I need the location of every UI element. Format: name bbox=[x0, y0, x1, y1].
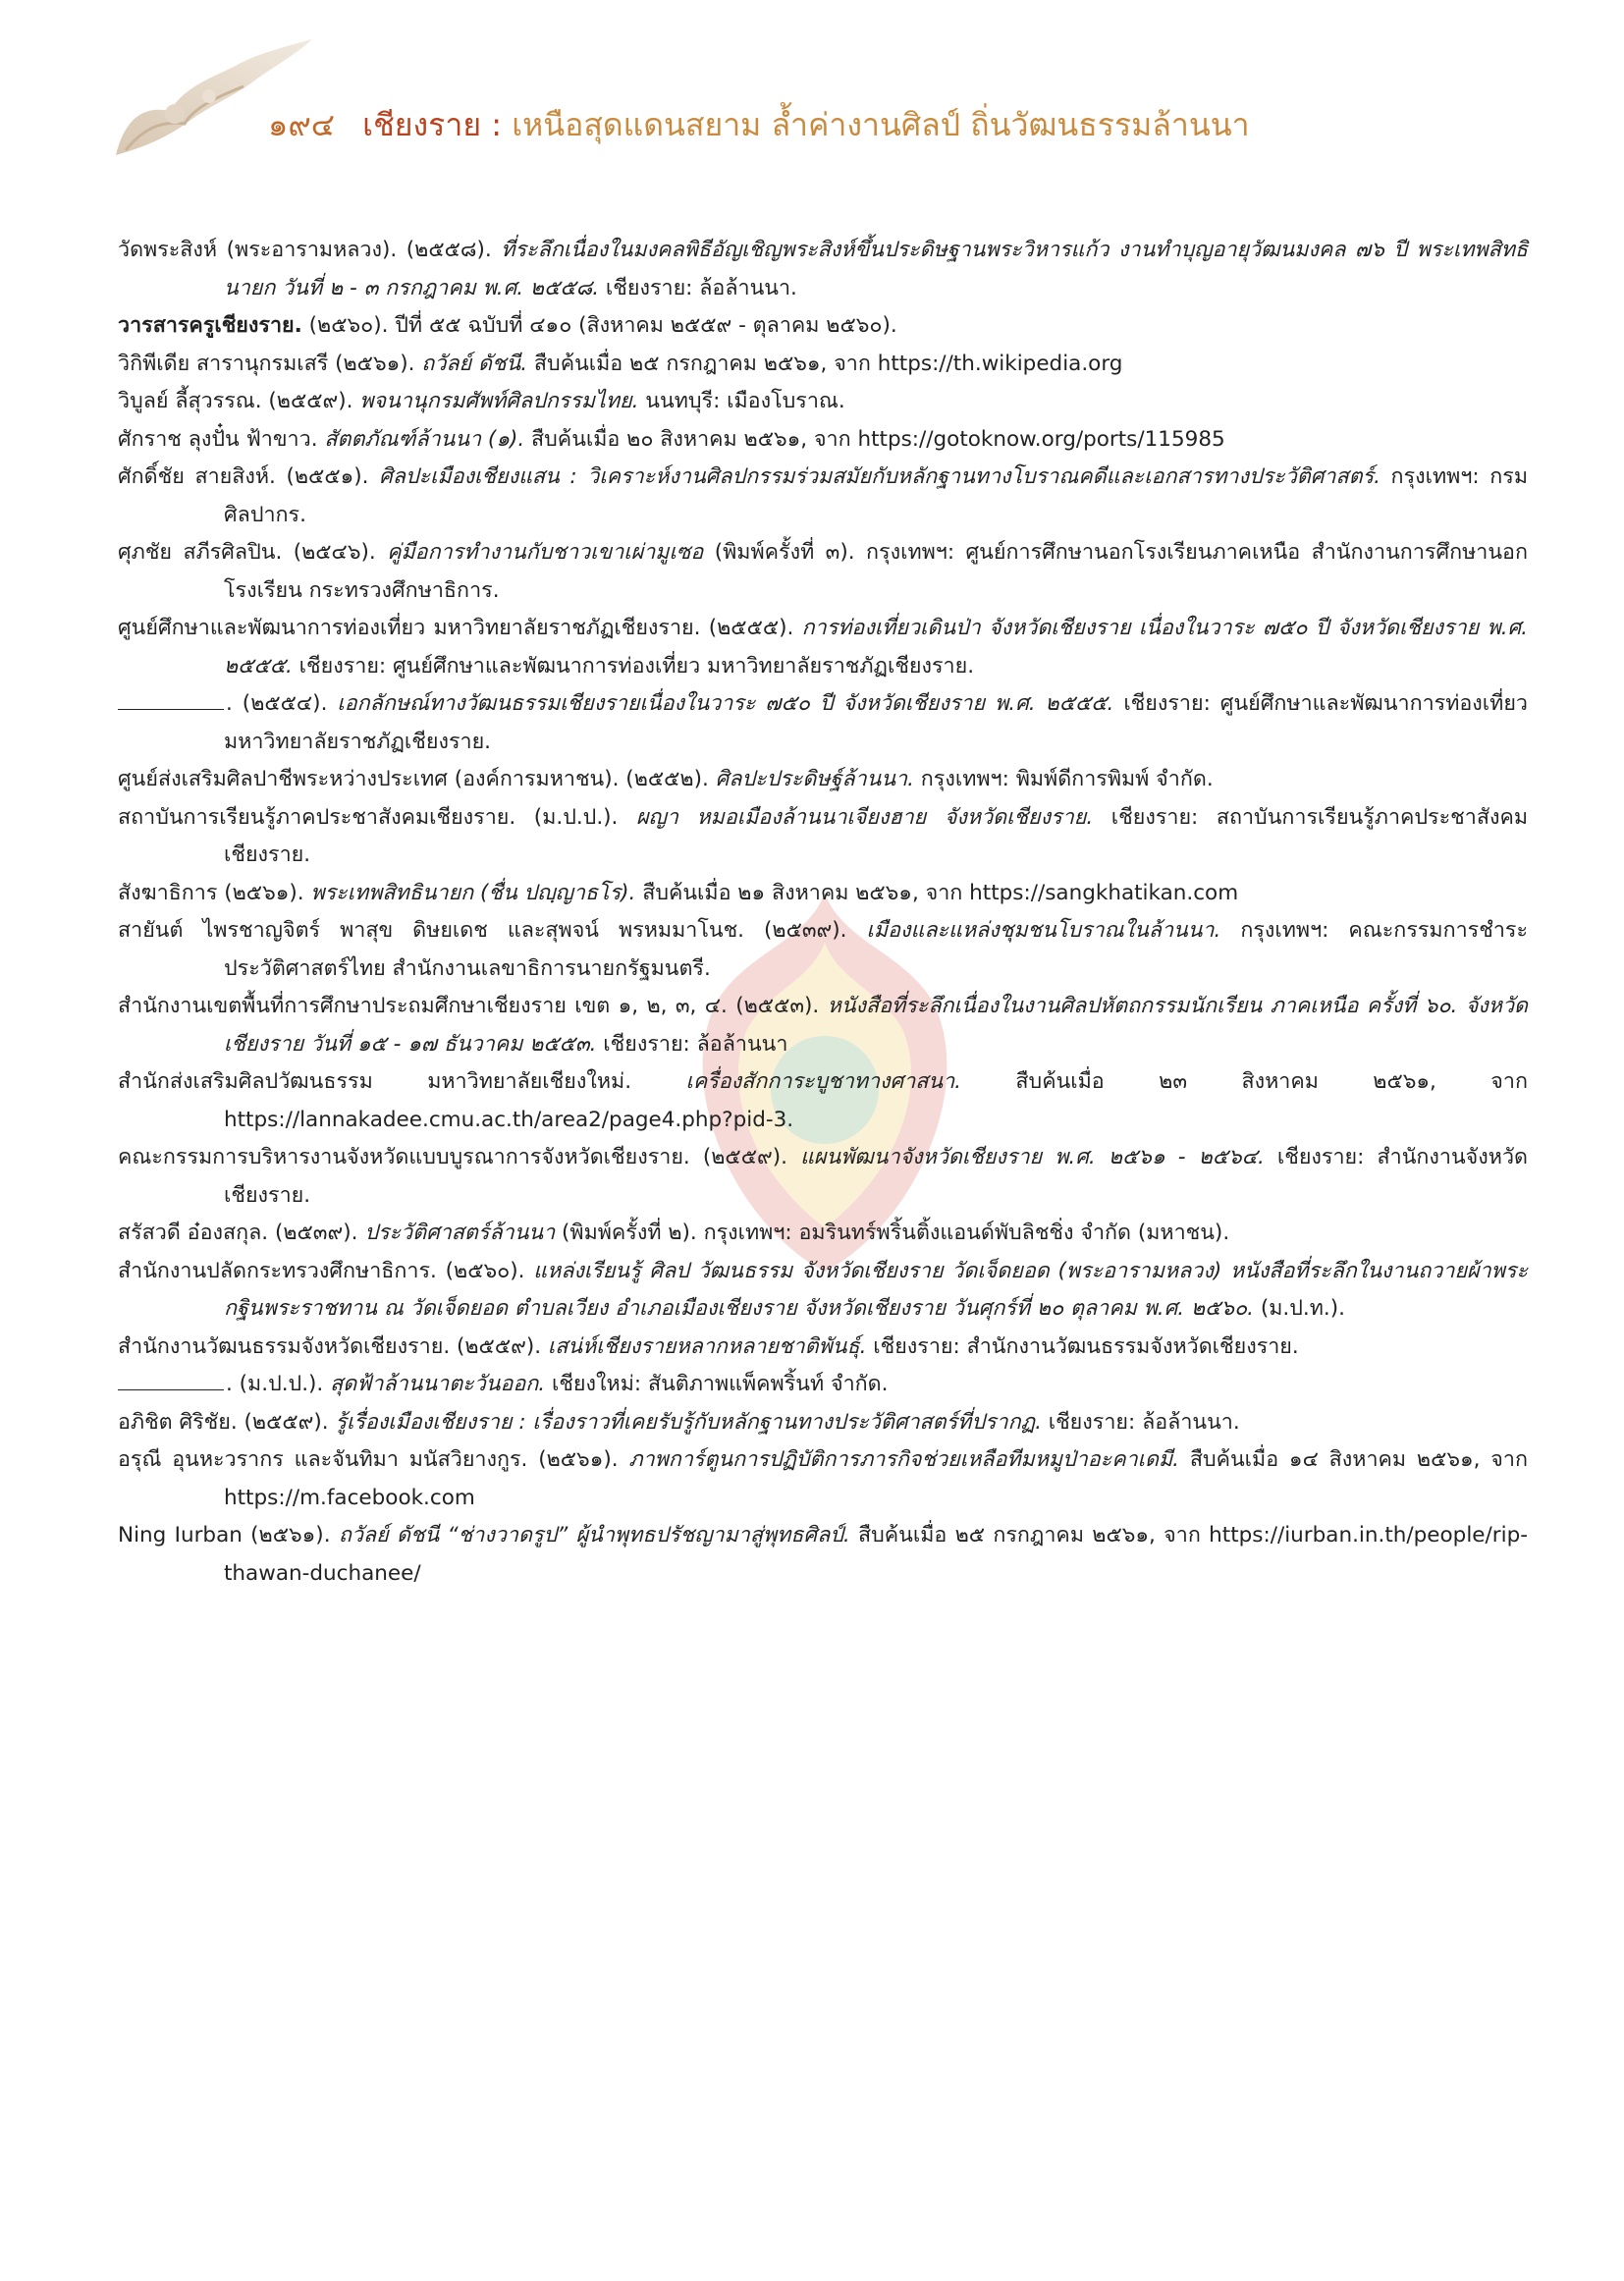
reference-publisher: (พิมพ์ครั้งที่ ๒). กรุงเทพฯ: อมรินทร์พริ้นติ้งแอนด์พับลิชชิ่ง จำกัด (มหาชน). bbox=[555, 1221, 1230, 1245]
reference-publisher: เชียงราย: ล้อล้านนา bbox=[596, 1031, 788, 1057]
reference-publisher: สืบค้นเมื่อ ๒๕ กรกฎาคม ๒๕๖๑, จาก https://th.wikipedia.org bbox=[527, 351, 1123, 376]
reference-author: สังฆาธิการ (๒๕๖๑). bbox=[118, 880, 311, 905]
reference-publisher: กรุงเทพฯ: คณะกรรมการชำระประวัติศาสตร์ไทย สำนักงานเลขาธิการนายกรัฐมนตรี. bbox=[224, 918, 1528, 981]
reference-author: Ning Iurban (๒๕๖๑). bbox=[118, 1523, 339, 1548]
reference-title: ถวัลย์ ดัชนี “ช่างวาดรูป” ผู้นำพุทธปรัชญามาสู่พุทธศิลป์. bbox=[338, 1523, 850, 1548]
reference-author: (๒๕๖๐). ปีที่ ๕๕ ฉบับที่ ๔๑๐ (สิงหาคม ๒๕๕๙ - ตุลาคม ๒๕๖๐). bbox=[301, 313, 897, 338]
reference-entry bbox=[118, 1441, 1528, 1517]
reference-author: . (ม.ป.ป.). bbox=[226, 1372, 331, 1396]
reference-entry bbox=[118, 1063, 1528, 1139]
reference-entry bbox=[118, 459, 1528, 534]
reference-publisher: กรุงเทพฯ: พิมพ์ดีการพิมพ์ จำกัด. bbox=[913, 767, 1214, 791]
reference-publisher: สืบค้นเมื่อ ๑๔ สิงหาคม ๒๕๖๑, จาก https://m.facebook.com bbox=[224, 1447, 1528, 1510]
reference-title: พจนานุกรมศัพท์ศิลปกรรมไทย. bbox=[359, 389, 639, 413]
reference-title: เครื่องสักการะบูชาทางศาสนา. bbox=[685, 1069, 961, 1094]
reference-entry bbox=[118, 988, 1528, 1063]
reference-author: สำนักส่งเสริมศิลปวัฒนธรรม มหาวิทยาลัยเชียงใหม่. bbox=[118, 1069, 686, 1094]
reference-entry bbox=[118, 1366, 1528, 1404]
reference-publisher: (ม.ป.ท.). bbox=[1254, 1296, 1345, 1321]
reference-entry bbox=[118, 1215, 1528, 1253]
reference-author: อรุณี อุนหะวรากร และจันทิมา มนัสวิยางกูร. (๒๕๖๑). bbox=[118, 1447, 629, 1472]
reference-title: ศิลปะประดิษฐ์ล้านนา. bbox=[715, 767, 914, 791]
reference-entry bbox=[118, 1404, 1528, 1442]
reference-title: สุดฟ้าล้านนาตะวันออก. bbox=[330, 1372, 546, 1396]
reference-entry bbox=[118, 421, 1528, 460]
reference-entry bbox=[118, 232, 1528, 307]
reference-author: อภิชิต ศิริชัย. (๒๕๕๙). bbox=[118, 1409, 336, 1435]
page-header bbox=[116, 37, 1510, 155]
reference-entry bbox=[118, 1253, 1528, 1329]
reference-title: ประวัติศาสตร์ล้านนา bbox=[364, 1221, 556, 1245]
reference-entry bbox=[118, 346, 1528, 384]
reference-author: สำนักงานปลัดกระทรวงศึกษาธิการ. (๒๕๖๐). bbox=[118, 1258, 534, 1283]
reference-title: ศิลปะเมืองเชียงแสน : วิเคราะห์งานศิลปกรรมร่วมสมัยกับหลักฐานทางโบราณคดีและเอกสารทางประวัติศาสตร์. bbox=[379, 464, 1380, 489]
reference-title: คู่มือการทำงานกับชาวเขาเผ่ามูเซอ bbox=[387, 540, 704, 565]
reference-publisher: (พิมพ์ครั้งที่ ๓). กรุงเทพฯ: ศูนย์การศึกษานอกโรงเรียนภาคเหนือ สำนักงานการศึกษานอกโรงเรียน กระทรวงศึกษาธิการ. bbox=[224, 540, 1528, 603]
reference-entry bbox=[118, 1329, 1528, 1367]
reference-title: เสน่ห์เชียงรายหลากหลายชาติพันธุ์. bbox=[547, 1333, 867, 1359]
reference-title: เอกลักษณ์ทางวัฒนธรรมเชียงรายเนื่องในวาระ ๗๕๐ ปี จังหวัดเชียงราย พ.ศ. ๒๕๕๕. bbox=[337, 691, 1114, 716]
reference-title: ภาพการ์ตูนการปฏิบัติการภารกิจช่วยเหลือทีมหมูป่าอะคาเดมี. bbox=[628, 1447, 1179, 1472]
reference-publisher: สืบค้นเมื่อ ๒๓ สิงหาคม ๒๕๖๑, จาก https://lannakadee.cmu.ac.th/area2/page4.php?pid-3. bbox=[224, 1069, 1528, 1132]
page-number: ๑๙๔ bbox=[268, 106, 335, 143]
reference-entry bbox=[118, 875, 1528, 913]
reference-title: พระเทพสิทธินายก (ชื่น ปญฺญาธโร). bbox=[310, 880, 636, 905]
reference-bold-title: วารสารครูเชียงราย. bbox=[118, 313, 302, 338]
reference-publisher: เชียงราย: ศูนย์ศึกษาและพัฒนาการท่องเที่ยว มหาวิทยาลัยราชภัฏเชียงราย. bbox=[292, 653, 975, 679]
reference-entry bbox=[118, 1517, 1528, 1593]
reference-publisher: สืบค้นเมื่อ ๒๐ สิงหาคม ๒๕๖๑, จาก https://gotoknow.org/ports/115985 bbox=[524, 426, 1225, 452]
reference-author: ศูนย์ส่งเสริมศิลปาชีพระหว่างประเทศ (องค์การมหาชน). (๒๕๕๒). bbox=[118, 767, 716, 791]
reference-publisher: เชียงราย: สำนักงานวัฒนธรรมจังหวัดเชียงราย. bbox=[866, 1333, 1299, 1359]
reference-entry bbox=[118, 307, 1528, 346]
reference-publisher: เชียงใหม่: สันติภาพแพ็คพริ้นท์ จำกัด. bbox=[545, 1372, 889, 1396]
reference-publisher: สืบค้นเมื่อ ๒๑ สิงหาคม ๒๕๖๑, จาก https://sangkhatikan.com bbox=[635, 880, 1239, 905]
reference-publisher: นนทบุรี: เมืองโบราณ. bbox=[638, 389, 845, 413]
reference-author: วิกิพีเดีย สารานุกรมเสรี (๒๕๖๑). bbox=[118, 351, 422, 376]
reference-title: ถวัลย์ ดัชนี. bbox=[421, 351, 528, 376]
reference-author: สายันต์ ไพรชาญจิตร์ พาสุข ดิษยเดช และสุพจน์ พรหมมาโนช. (๒๕๓๙). bbox=[118, 918, 867, 943]
repeated-author-dash bbox=[118, 709, 224, 710]
reference-publisher: สืบค้นเมื่อ ๒๕ กรกฎาคม ๒๕๖๑, จาก https://iurban.in.th/people/rip-thawan-duchanee/ bbox=[224, 1523, 1528, 1586]
reference-author: วิบูลย์ ลี้สุวรรณ. (๒๕๕๙). bbox=[118, 389, 360, 413]
reference-title: แหล่งเรียนรู้ ศิลป วัฒนธรรม จังหวัดเชียงราย วัดเจ็ดยอด (พระอารามหลวง) หนังสือที่ระลึกในงานถวายผ้าพระกฐินพระราชทาน ณ วัดเจ็ดยอด ตำบลเวียง อำเภอเมืองเชียงราย จังหวัดเชียงราย วันศุกร์ที่ ๒๐ ตุลาคม พ.ศ. ๒๕๖๐. bbox=[224, 1258, 1528, 1321]
book-subtitle: เหนือสุดแดนสยาม ล้ำค่างานศิลป์ ถิ่นวัฒนธรรมล้านนา bbox=[512, 106, 1250, 143]
reference-title: รู้เรื่องเมืองเชียงราย : เรื่องราวที่เคยรับรู้กับหลักฐานทางประวัติศาสตร์ที่ปรากฏ. bbox=[335, 1409, 1042, 1435]
reference-entry bbox=[118, 799, 1528, 875]
reference-author: ศูนย์ศึกษาและพัฒนาการท่องเที่ยว มหาวิทยาลัยราชภัฏเชียงราย. (๒๕๕๕). bbox=[118, 616, 802, 640]
reference-entry bbox=[118, 761, 1528, 799]
reference-title: เมืองและแหล่งชุมชนโบราณในล้านนา. bbox=[866, 918, 1221, 943]
reference-publisher: เชียงราย: สำนักงานจังหวัดเชียงราย. bbox=[224, 1145, 1528, 1208]
reference-title: ผญา หมอเมืองล้านนาเจียงฮาย จังหวัดเชียงราย. bbox=[635, 804, 1094, 830]
reference-author: . (๒๕๕๔). bbox=[226, 691, 338, 716]
reference-entry bbox=[118, 912, 1528, 988]
repeated-author-dash bbox=[118, 1389, 224, 1390]
reference-author: ศุภชัย สภีรศิลปิน. (๒๕๔๖). bbox=[118, 540, 388, 565]
reference-title: การท่องเที่ยวเดินป่า จังหวัดเชียงราย เนื่องในวาระ ๗๕๐ ปี จังหวัดเชียงราย พ.ศ. ๒๕๕๕. bbox=[224, 616, 1529, 679]
reference-publisher: กรุงเทพฯ: กรมศิลปากร. bbox=[224, 464, 1528, 527]
reference-author: สำนักงานเขตพื้นที่การศึกษาประถมศึกษาเชียงราย เขต ๑, ๒, ๓, ๔. (๒๕๕๓). bbox=[118, 994, 828, 1018]
reference-entry bbox=[118, 1139, 1528, 1215]
book-title: เชียงราย : bbox=[362, 106, 503, 143]
reference-title: สัตตภัณฑ์ล้านนา (๑). bbox=[324, 426, 525, 452]
reference-author: สรัสวดี อ๋องสกุล. (๒๕๓๙). bbox=[118, 1221, 365, 1245]
reference-author: ศักดิ์ชัย สายสิงห์. (๒๕๕๑). bbox=[118, 464, 380, 489]
reference-author: สถาบันการเรียนรู้ภาคประชาสังคมเชียงราย. (ม.ป.ป.). bbox=[118, 804, 636, 830]
reference-entry bbox=[118, 610, 1528, 685]
reference-author: ศักราช ลุงปั๋น ฟ้าขาว. bbox=[118, 426, 325, 452]
reference-list bbox=[118, 232, 1528, 1593]
reference-publisher: เชียงราย: สถาบันการเรียนรู้ภาคประชาสังคมเชียงราย. bbox=[224, 804, 1528, 867]
reference-author: คณะกรรมการบริหารงานจังหวัดแบบบูรณาการจังหวัดเชียงราย. (๒๕๕๙). bbox=[118, 1145, 801, 1169]
reference-publisher: เชียงราย: ล้อล้านนา. bbox=[599, 275, 797, 300]
reference-title: แผนพัฒนาจังหวัดเชียงราย พ.ศ. ๒๕๖๑ - ๒๕๖๔. bbox=[800, 1145, 1265, 1169]
reference-title: หนังสือที่ระลึกเนื่องในงานศิลปหัตถกรรมนักเรียน ภาคเหนือ ครั้งที่ ๖๐. จังหวัดเชียงราย วันที่ ๑๕ - ๑๗ ธันวาคม ๒๕๕๓. bbox=[224, 994, 1529, 1057]
reference-title: ที่ระลึกเนื่องในมงคลพิธีอัญเชิญพระสิงห์ขึ้นประดิษฐานพระวิหารแก้ว งานทำบุญอายุวัฒนมงคล ๗๖ ปี พระเทพสิทธินายก วันที่ ๒ - ๓ กรกฎาคม พ.ศ. ๒๕๕๘. bbox=[224, 238, 1528, 300]
reference-entry bbox=[118, 685, 1528, 761]
reference-publisher: เชียงราย: ล้อล้านนา. bbox=[1041, 1409, 1240, 1435]
reference-entry bbox=[118, 383, 1528, 421]
running-header bbox=[268, 100, 1250, 150]
reference-author: วัดพระสิงห์ (พระอารามหลวง). (๒๕๕๘). bbox=[118, 238, 502, 262]
reference-author: สำนักงานวัฒนธรรมจังหวัดเชียงราย. (๒๕๕๙). bbox=[118, 1333, 548, 1359]
reference-entry bbox=[118, 534, 1528, 610]
reference-publisher: เชียงราย: ศูนย์ศึกษาและพัฒนาการท่องเที่ยว มหาวิทยาลัยราชภัฏเชียงราย. bbox=[224, 691, 1528, 754]
